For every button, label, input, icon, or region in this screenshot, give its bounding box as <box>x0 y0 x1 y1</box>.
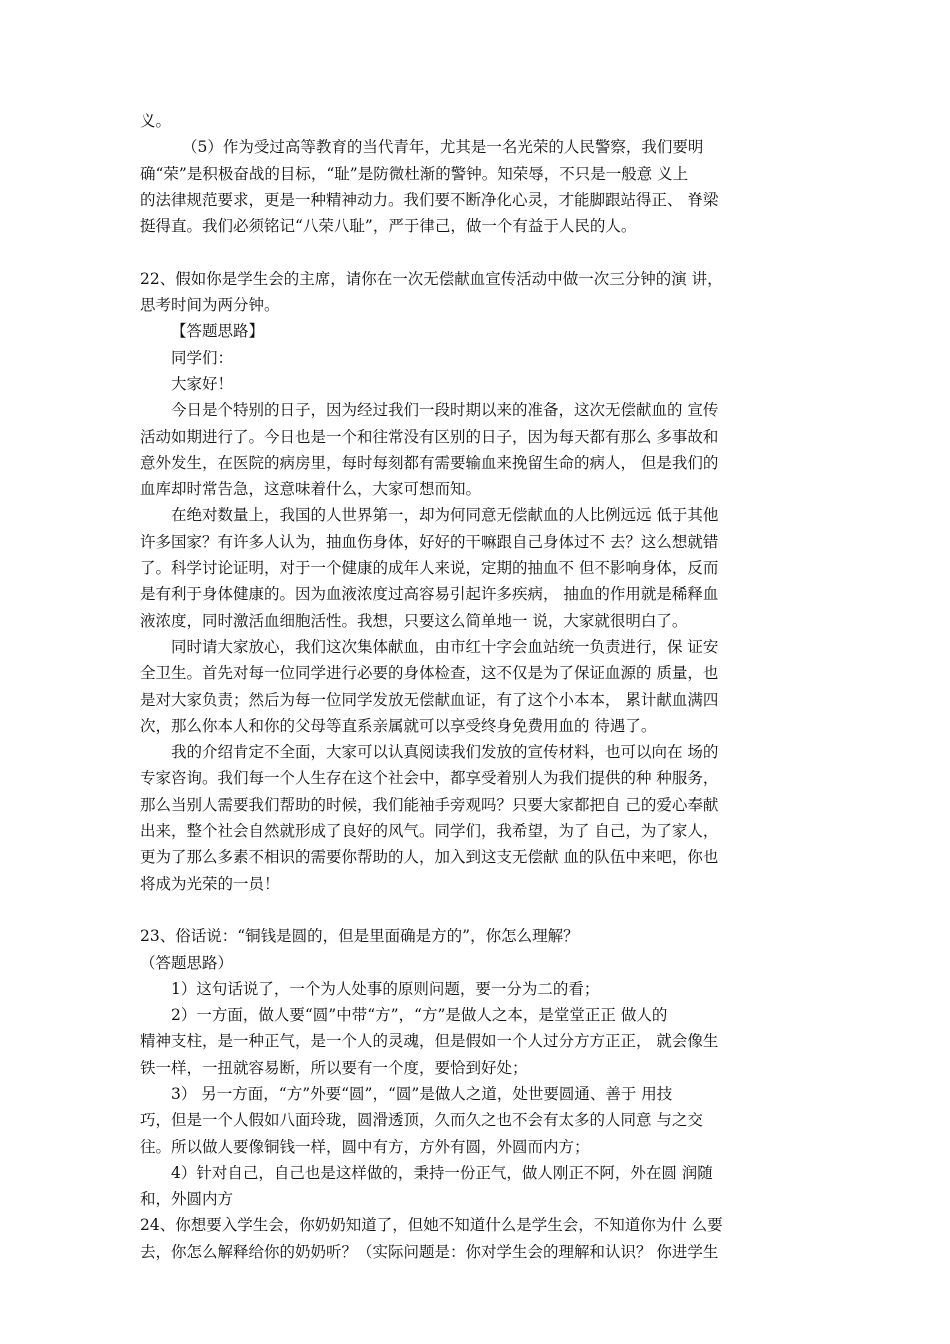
text-line: 大家好！ <box>171 374 234 393</box>
text-line: 思考时间为两分钟。 <box>140 296 280 315</box>
text-line: 1）这句话说了，一个为人处事的原则问题，要一分为二的看； <box>171 979 600 998</box>
text-line: 【答题思路】 <box>171 322 265 341</box>
text-line: 巧，但是一个人假如八面玲珑，圆滑透顶，久而久之也不会有太多的人同意 与之交 <box>140 1111 703 1130</box>
text-line: （5）作为受过高等教育的当代青年，尤其是一名光荣的人民警察，我们要明 <box>182 138 704 157</box>
text-line: 我的介绍肯定不全面，大家可以认真阅读我们发放的宣传材料，也可以向在 场的 <box>171 743 719 762</box>
text-line: 确“荣”是积极奋战的目标，“耻”是防微杜渐的警钟。知荣辱，不只是一般意 义上 <box>140 164 689 183</box>
text-line: 的法律规范要求，更是一种精神动力。我们要不断净化心灵，才能脚跟站得正、 脊梁 <box>140 190 719 209</box>
text-line: 精神支柱，是一种正气，是一个人的灵魂，但是假如一个人过分方方正正， 就会像生 <box>140 1032 719 1051</box>
text-line: 许多国家？有许多人认为，抽血伤身体，好好的干嘛跟自己身体过不 去？这么想就错 <box>140 532 719 551</box>
text-line: 今日是个特别的日子，因为经过我们一段时期以来的准备，这次无偿献血的 宣传 <box>171 401 719 420</box>
text-line: 22、假如你是学生会的主席，请你在一次无偿献血宣传活动中做一次三分钟的演 讲， <box>140 269 723 288</box>
text-line: （答题思路） <box>140 953 234 972</box>
text-line: 将成为光荣的一员！ <box>140 874 280 893</box>
text-line: 23、俗话说：“铜钱是圆的，但是里面确是方的”，你怎么理解？ <box>140 927 579 946</box>
text-line: 了。科学讨论证明，对于一个健康的成年人来说，定期的抽血不 但不影响身体，反而 <box>140 559 719 578</box>
text-line: 3） 另一方面，“方”外要“圆”，“圆”是做人之道，处世要圆通、善于 用技 <box>171 1084 673 1103</box>
text-line: 2）一方面，做人要“圆”中带“方”，“方”是做人之本，是堂堂正正 做人的 <box>171 1006 668 1025</box>
text-line: 那么当别人需要我们帮助的时候，我们能袖手旁观吗？只要大家都把自 己的爱心奉献 <box>140 795 719 814</box>
text-line: 24、你想要入学生会，你奶奶知道了，但她不知道什么是学生会，不知道你为什 么要 <box>140 1216 723 1235</box>
text-line: 是对大家负责；然后为每一位同学发放无偿献血证，有了这个小本本， 累计献血满四 <box>140 690 719 709</box>
text-line: 血库却时常告急，这意味着什么，大家可想而知。 <box>140 480 482 499</box>
text-line: 往。所以做人要像铜钱一样，圆中有方，方外有圆，外圆而内方； <box>140 1137 590 1156</box>
text-line: 出来，整个社会自然就形成了良好的风气。同学们，我希望，为了 自己，为了家人， <box>140 822 719 841</box>
text-line: 4）针对自己，自己也是这样做的，秉持一份正气，做人刚正不阿，外在圆 润随 <box>171 1163 713 1182</box>
document-body <box>140 108 828 1265</box>
text-line: 全卫生。首先对每一位同学进行必要的身体检查，这不仅是为了保证血源的 质量，也 <box>140 664 719 683</box>
text-line: 专家咨询。我们每一个人生存在这个社会中，都享受着别人为我们提供的种 种服务， <box>140 769 719 788</box>
text-line: 和，外圆内方 <box>140 1190 234 1209</box>
text-line: 次，那么你本人和你的父母等直系亲属就可以享受终身免费用血的 待遇了。 <box>140 716 657 735</box>
text-line: 在绝对数量上，我国的人世界第一，却为何同意无偿献血的人比例远远 低于其他 <box>171 506 719 525</box>
text-line: 是有利于身体健康的。因为血液浓度过高容易引起许多疾病， 抽血的作用就是稀释血 <box>140 585 719 604</box>
text-line: 同学们： <box>171 348 234 367</box>
blank-line <box>140 239 828 265</box>
text-line: 更为了那么多素不相识的需要你帮助的人，加入到这支无偿献 血的队伍中来吧，你也 <box>140 848 719 867</box>
text-line: 义。 <box>140 112 172 130</box>
blank-line <box>140 897 828 923</box>
text-line: 液浓度，同时激活血细胞活性。我想，只要这么简单地一 说，大家就很明白了。 <box>140 611 688 630</box>
text-line: 铁一样，一扭就容易断，所以要有一个度，要恰到好处； <box>140 1058 528 1077</box>
text-line: 去，你怎么解释给你的奶奶听？（实际问题是：你对学生会的理解和认识？ 你进学生 <box>140 1242 719 1261</box>
text-line: 活动如期进行了。今日也是一个和往常没有区别的日子，因为每天都有那么 多事故和 <box>140 427 719 446</box>
text-line: 意外发生，在医院的病房里，每时每刻都有需要输血来挽留生命的病人， 但是我们的 <box>140 453 719 472</box>
text-line: 挺得直。我们必须铭记“八荣八耻”，严于律己，做一个有益于人民的人。 <box>140 217 637 236</box>
text-line: 同时请大家放心，我们这次集体献血，由市红十字会血站统一负责进行，保 证安 <box>171 637 719 656</box>
